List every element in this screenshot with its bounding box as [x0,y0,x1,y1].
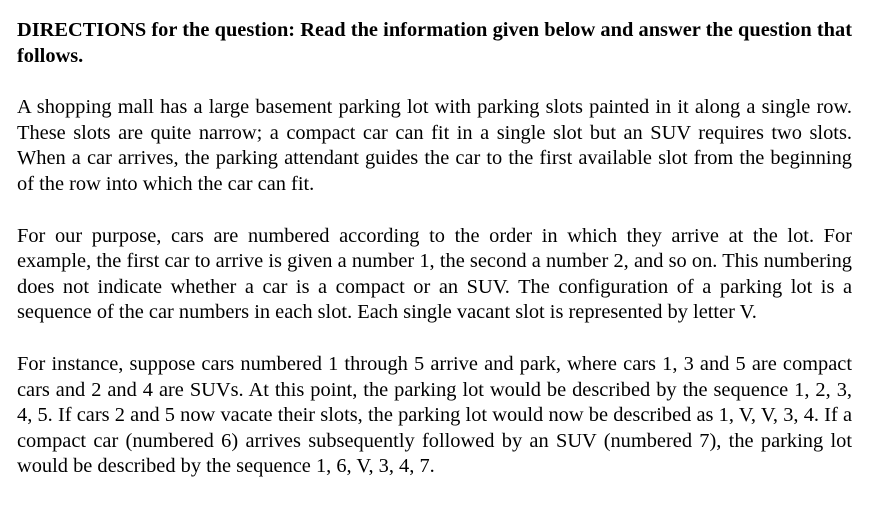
paragraph-parking-lot-intro: A shopping mall has a large basement parking lot with parking slots painted in it along a single row. These slots are quite narrow; a compact car can fit in a single slot but an SUV requires two slots. When a car arrives, the parking attendant guides the car to the first available slot from the beginning of the row into which the car can fit. [17,96,852,195]
document-body [17,18,852,480]
directions-heading: DIRECTIONS for the question: Read the information given below and answer the question that follows. [17,19,852,67]
paragraph-car-numbering: For our purpose, cars are numbered according to the order in which they arrive at the lot. For example, the first car to arrive is given a number 1, the second a number 2, and so on. This numbering does not indicate whether a car is a compact or an SUV. The configuration of a parking lot is a sequence of the car numbers in each slot. Each single vacant slot is represented by letter V. [17,224,852,324]
paragraph-example: For instance, suppose cars numbered 1 through 5 arrive and park, where cars 1, 3 and 5 are compact cars and 2 and 4 are SUVs. At this point, the parking lot would be described by the sequence 1, 2, 3, 4, 5. If cars 2 and 5 now vacate their slots, the parking lot would now be described as 1, V, V, 3, 4. If a compact car (numbered 6) arrives subsequently followed by an SUV (numbered 7), the parking lot would be described by the sequence 1, 6, V, 3, 4, 7. [17,352,852,478]
